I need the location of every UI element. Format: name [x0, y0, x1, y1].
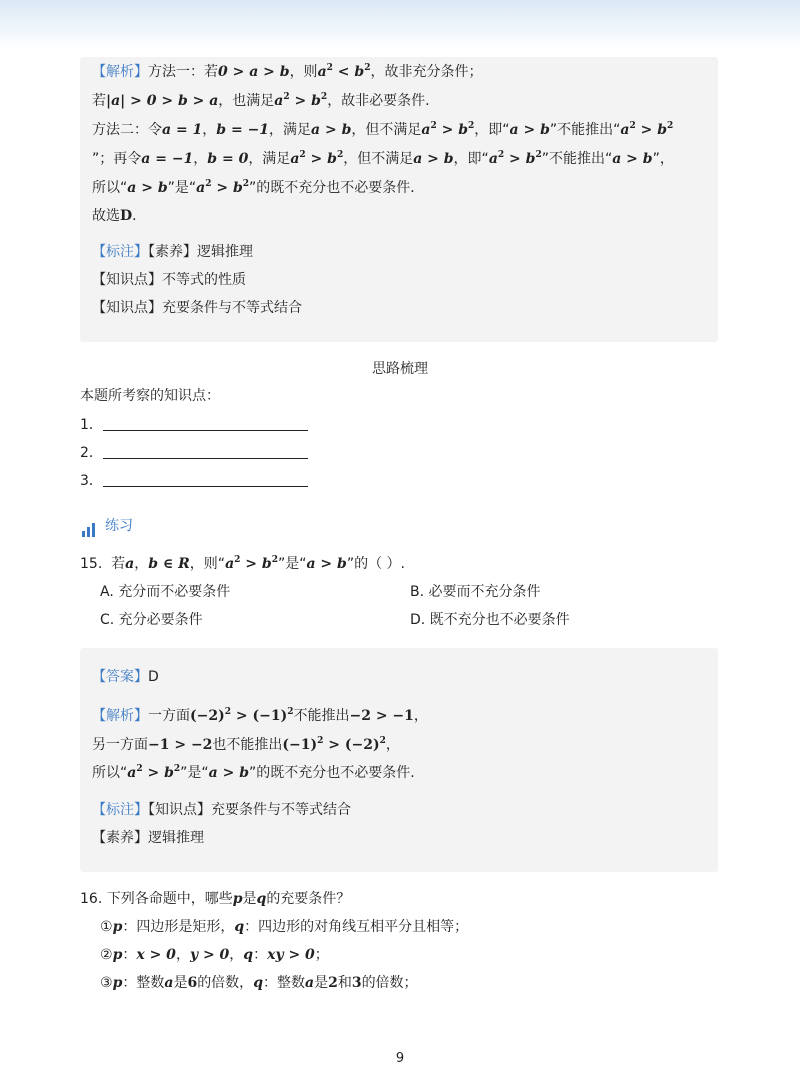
option-b[interactable]: B. 必要而不充分条件 [410, 584, 541, 600]
solution-box [80, 57, 718, 342]
solution-line-2: 若|a| > 0 > b > a，也满足$a^2 > b^2$，故非必要条件. [92, 92, 430, 109]
blank-line-1: 1． [80, 415, 308, 435]
blank-field-3[interactable] [103, 472, 308, 487]
top-banner [0, 0, 800, 48]
blank-line-2: 2． [80, 443, 308, 463]
blank-line-3: 3． [80, 471, 308, 491]
answer-explain-3: 所以“$a^2 > b^2$”是“a > b”的既不充分也不必要条件. [92, 764, 415, 781]
question-16-item-1: ①p：四边形是矩形，q：四边形的对角线互相平分且相等； [100, 919, 469, 935]
blank-field-2[interactable] [103, 444, 308, 459]
practice-header: 练习 [82, 516, 133, 537]
solution-line-4: ”；再令a = −1，b = 0，满足$a^2 > b^2$，但不满足a > b，即“$a^2 > b^2$”不能推出“a > b”， [92, 150, 674, 167]
page-number: 9 [395, 1051, 405, 1066]
knowledge-point-2: 【知识点】充要条件与不等式结合 [92, 300, 302, 316]
question-16-stem: 16. 下列各命题中，哪些p是q的充要条件？ [80, 891, 351, 907]
bar-chart-icon [82, 517, 97, 537]
solution-line-1: 【解析】方法一：若0 > a > b，则$a^2 < b^2$，故非充分条件； [92, 63, 483, 80]
option-c[interactable]: C. 充分必要条件 [100, 612, 203, 628]
knowledge-point-1: 【知识点】不等式的性质 [92, 272, 246, 288]
answer-explain-1: 【解析】一方面$(-2)^2 > (-1)^2$不能推出−2 > −1， [92, 707, 428, 724]
question-15-stem: 15. 若a，b ∈ R，则“$a^2 > b^2$”是“a > b”的（ ）. [80, 555, 405, 572]
solution-line-6: 故选D． [92, 208, 147, 224]
answer-explain-2: 另一方面−1 > −2也不能推出$(-1)^2 > (-2)^2$， [92, 736, 400, 753]
option-d[interactable]: D. 既不充分也不必要条件 [410, 612, 570, 628]
section-title-thinking: 思路梳理 [372, 361, 428, 377]
annotation-line: 【标注】【素养】逻辑推理 [92, 244, 253, 260]
blank-field-1[interactable] [103, 416, 308, 431]
question-16-item-3: ③p：整数a是6的倍数，q：整数a是2和3的倍数； [100, 975, 418, 991]
solution-line-5: 所以“a > b”是“$a^2 > b^2$”的既不充分也不必要条件． [92, 179, 425, 196]
answer-box [80, 648, 718, 872]
thinking-intro: 本题所考察的知识点： [80, 388, 220, 404]
option-a[interactable]: A. 充分而不必要条件 [100, 584, 231, 600]
answer-line: 【答案】D [92, 669, 159, 685]
answer-annotation: 【标注】【知识点】充要条件与不等式结合 [92, 802, 351, 818]
solution-line-3: 方法二：令a = 1，b = −1，满足a > b，但不满足$a^2 > b^2$，即“a > b”不能推出“$a^2 > b^2$ [92, 121, 674, 138]
answer-literacy: 【素养】逻辑推理 [92, 830, 204, 846]
question-16-item-2: ②p：x > 0，y > 0，q：xy > 0； [100, 947, 329, 963]
